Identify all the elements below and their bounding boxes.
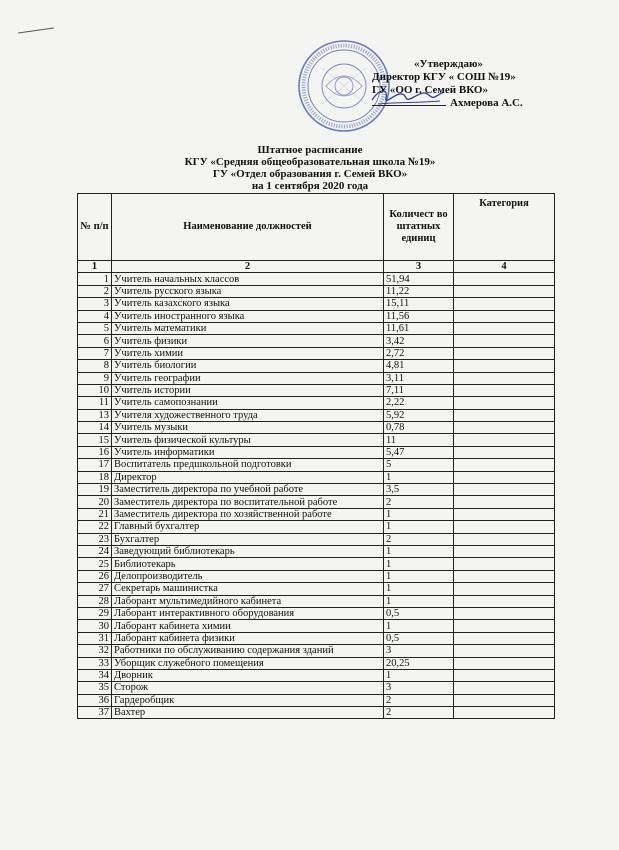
column-number: 4 [454,261,555,273]
approval-signer-line [372,97,572,110]
position-name: Воспитатель предшкольной подготовки [112,459,384,471]
row-number: 17 [78,459,112,471]
table-row [78,657,555,669]
position-name: Учитель начальных классов [112,273,384,285]
position-name: Заместитель директора по учебной работе [112,484,384,496]
staff-count: 3,42 [384,335,454,347]
position-name: Учитель самопознании [112,397,384,409]
staff-count: 1 [384,620,454,632]
table-header-row [78,194,555,261]
staff-count: 5 [384,459,454,471]
staff-count: 11,61 [384,322,454,334]
position-name: Секретарь машинистка [112,583,384,595]
table-row [78,335,555,347]
row-number: 18 [78,471,112,483]
position-name: Учитель русского языка [112,285,384,297]
staff-count: 2 [384,694,454,706]
staff-count: 3,5 [384,484,454,496]
position-name: Учитель биологии [112,360,384,372]
table-row [78,459,555,471]
category-cell [454,707,555,719]
table-row [78,583,555,595]
category-cell [454,446,555,458]
row-number: 35 [78,682,112,694]
table-row [78,521,555,533]
category-cell [454,620,555,632]
row-number: 8 [78,360,112,372]
row-number: 24 [78,545,112,557]
category-cell [454,657,555,669]
column-number: 2 [112,261,384,273]
category-cell [454,533,555,545]
approval-signer: Ахмерова А.С. [450,97,523,109]
category-cell [454,521,555,533]
table-row [78,360,555,372]
title-line-3: ГУ «Отдел образования г. Семей ВКО» [212,168,408,180]
staff-count: 3 [384,682,454,694]
category-cell [454,607,555,619]
row-number: 25 [78,558,112,570]
row-number: 34 [78,669,112,681]
row-number: 30 [78,620,112,632]
staff-count: 3,11 [384,372,454,384]
table-row [78,533,555,545]
table-row [78,298,555,310]
row-number: 3 [78,298,112,310]
row-number: 11 [78,397,112,409]
category-cell [454,422,555,434]
position-name: Заместитель директора по воспитательной работе [112,496,384,508]
staff-count: 1 [384,558,454,570]
staff-count: 1 [384,508,454,520]
column-number: 3 [384,261,454,273]
signature-blank-line [372,105,446,106]
table-row [78,682,555,694]
position-name: Заведующий библиотекарь [112,545,384,557]
header-name: Наименование должностей [112,194,384,261]
category-cell [454,298,555,310]
column-number: 1 [78,261,112,273]
table-row [78,558,555,570]
row-number: 29 [78,607,112,619]
position-name: Учитель истории [112,384,384,396]
category-cell [454,595,555,607]
staff-count: 15,11 [384,298,454,310]
staff-count: 11,22 [384,285,454,297]
position-name: Лаборант мультимедийного кабинета [112,595,384,607]
position-name: Бухгалтер [112,533,384,545]
position-name: Сторож [112,682,384,694]
row-number: 36 [78,694,112,706]
table-row [78,446,555,458]
staff-count: 0,5 [384,607,454,619]
staff-count: 1 [384,669,454,681]
category-cell [454,632,555,644]
staff-count: 1 [384,570,454,582]
row-number: 21 [78,508,112,520]
approval-block [372,58,572,110]
staff-count: 0,78 [384,422,454,434]
category-cell [454,285,555,297]
category-cell [454,459,555,471]
row-number: 33 [78,657,112,669]
category-cell [454,409,555,421]
row-number: 16 [78,446,112,458]
category-cell [454,558,555,570]
row-number: 6 [78,335,112,347]
staff-count: 2,72 [384,347,454,359]
row-number: 20 [78,496,112,508]
row-number: 2 [78,285,112,297]
table-row [78,707,555,719]
table-row [78,570,555,582]
category-cell [454,583,555,595]
staff-count: 11 [384,434,454,446]
position-name: Учитель информатики [112,446,384,458]
position-name: Дворник [112,669,384,681]
category-cell [454,669,555,681]
position-name: Учитель физики [112,335,384,347]
staff-count: 5,47 [384,446,454,458]
staff-count: 2,22 [384,397,454,409]
table-row [78,607,555,619]
row-number: 1 [78,273,112,285]
title-line-1: Штатное расписание [257,144,363,156]
position-name: Учитель иностранного языка [112,310,384,322]
row-number: 13 [78,409,112,421]
table-row [78,384,555,396]
position-name: Делопроизводитель [112,570,384,582]
position-name: Лаборант кабинета химии [112,620,384,632]
staff-count: 1 [384,595,454,607]
position-name: Заместитель директора по хозяйственной работе [112,508,384,520]
position-name: Работники по обслуживанию содержания зданий [112,645,384,657]
category-cell [454,434,555,446]
row-number: 31 [78,632,112,644]
table-row [78,322,555,334]
staff-count: 2 [384,496,454,508]
row-number: 10 [78,384,112,396]
position-name: Уборщик служебного помещения [112,657,384,669]
category-cell [454,682,555,694]
category-cell [454,397,555,409]
approval-line-3: ГУ «ОО г. Семей ВКО» [372,84,488,96]
staff-count: 5,92 [384,409,454,421]
approval-line-1: «Утверждаю» [414,58,483,70]
category-cell [454,484,555,496]
category-cell [454,273,555,285]
row-number: 7 [78,347,112,359]
table-row [78,471,555,483]
position-name: Учитель казахского языка [112,298,384,310]
position-name: Главный бухгалтер [112,521,384,533]
category-cell [454,360,555,372]
staff-count: 2 [384,707,454,719]
category-cell [454,384,555,396]
staff-count: 2 [384,533,454,545]
position-name: Учитель математики [112,322,384,334]
table-row [78,508,555,520]
table-row [78,347,555,359]
position-name: Вахтер [112,707,384,719]
category-cell [454,335,555,347]
category-cell [454,570,555,582]
position-name: Учитель географии [112,372,384,384]
category-cell [454,471,555,483]
row-number: 4 [78,310,112,322]
table-row [78,310,555,322]
pen-stroke-mark [18,27,54,33]
table-row [78,285,555,297]
header-num: № п/п [78,194,112,261]
table-row [78,620,555,632]
staff-count: 4,81 [384,360,454,372]
position-name: Учителя художественного труда [112,409,384,421]
category-cell [454,545,555,557]
header-count: Количест во штатных единиц [384,194,454,261]
staff-count: 7,11 [384,384,454,396]
row-number: 32 [78,645,112,657]
category-cell [454,310,555,322]
table-row [78,422,555,434]
staff-count: 11,56 [384,310,454,322]
row-number: 14 [78,422,112,434]
table-row [78,669,555,681]
staff-count: 1 [384,583,454,595]
category-cell [454,347,555,359]
category-cell [454,645,555,657]
document-title [130,144,490,192]
table-row [78,409,555,421]
staff-count: 3 [384,645,454,657]
staff-count: 1 [384,521,454,533]
staff-count: 20,25 [384,657,454,669]
row-number: 37 [78,707,112,719]
table-row [78,545,555,557]
row-number: 28 [78,595,112,607]
category-cell [454,508,555,520]
row-number: 27 [78,583,112,595]
table-row [78,632,555,644]
row-number: 22 [78,521,112,533]
table-row [78,372,555,384]
table-row [78,645,555,657]
row-number: 19 [78,484,112,496]
table-row [78,273,555,285]
column-number-row [78,261,555,273]
position-name: Гардеробщик [112,694,384,706]
row-number: 15 [78,434,112,446]
category-cell [454,372,555,384]
title-line-2: КГУ «Средняя общеобразовательная школа №19» [184,156,436,168]
position-name: Библиотекарь [112,558,384,570]
approval-line-2: Директор КГУ « СОШ №19» [372,71,516,83]
title-line-4: на 1 сентября 2020 года [251,180,369,192]
table-row [78,595,555,607]
position-name: Учитель химии [112,347,384,359]
row-number: 9 [78,372,112,384]
position-name: Лаборант кабинета физики [112,632,384,644]
staff-count: 1 [384,471,454,483]
category-cell [454,694,555,706]
table-row [78,484,555,496]
table-row [78,496,555,508]
position-name: Учитель музыки [112,422,384,434]
staff-table [77,193,555,719]
position-name: Учитель физической культуры [112,434,384,446]
staff-count: 0,5 [384,632,454,644]
header-category: Категория [454,194,555,261]
staff-count: 1 [384,545,454,557]
row-number: 26 [78,570,112,582]
staff-count: 51,94 [384,273,454,285]
category-cell [454,322,555,334]
category-cell [454,496,555,508]
table-row [78,434,555,446]
row-number: 5 [78,322,112,334]
position-name: Директор [112,471,384,483]
position-name: Лаборант интерактивного оборудования [112,607,384,619]
row-number: 23 [78,533,112,545]
table-row [78,694,555,706]
table-row [78,397,555,409]
